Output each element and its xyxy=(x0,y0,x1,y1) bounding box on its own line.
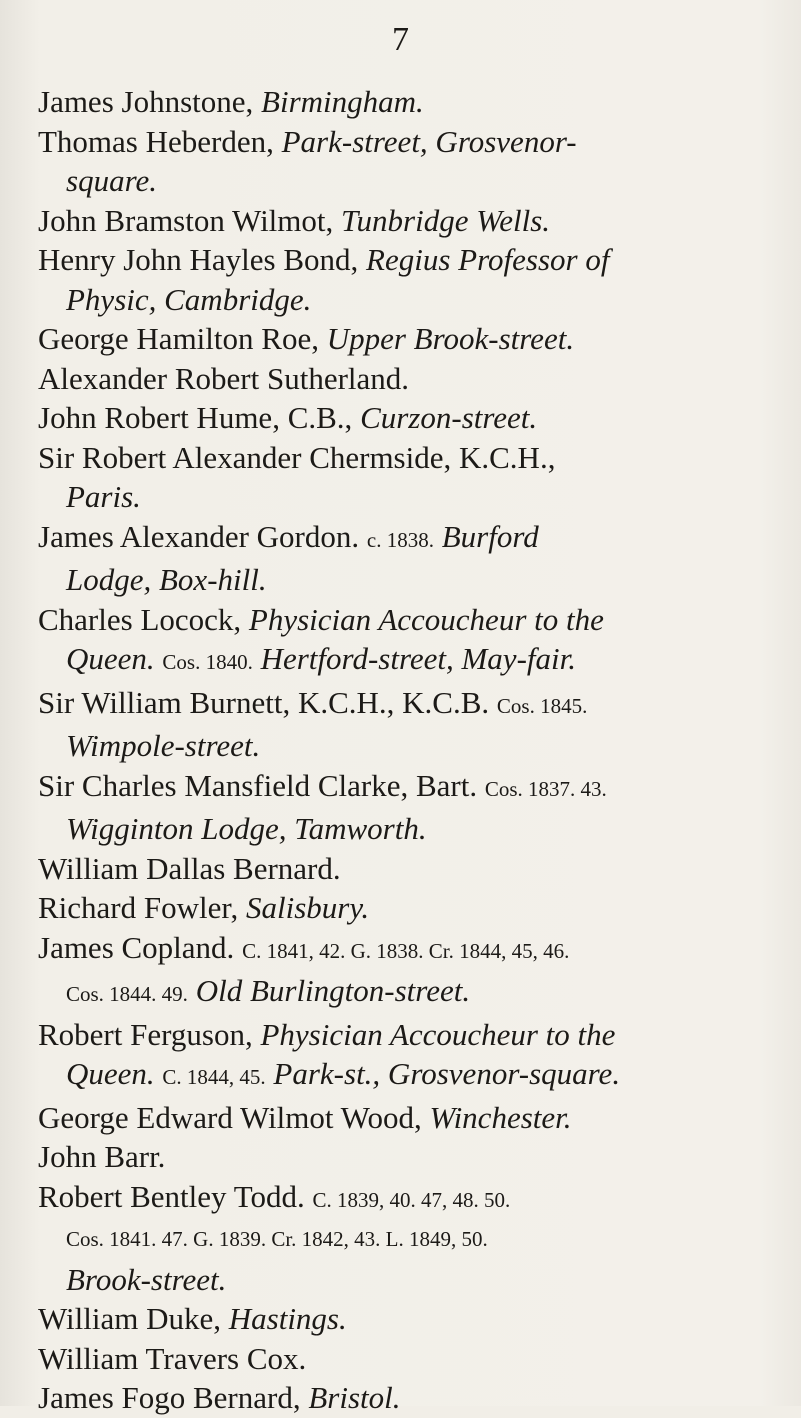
entry-address: Upper Brook-street. xyxy=(326,321,575,356)
entry-address: Winchester. xyxy=(429,1099,572,1135)
entry-address: Park-st., Grosvenor-square. xyxy=(273,1056,621,1091)
entry-address: Park-street, Grosvenor- xyxy=(281,123,577,159)
entry-address-continued: Wimpole-street. xyxy=(66,728,261,763)
entry-name: William Duke, xyxy=(38,1301,229,1336)
entry-dates: C. 1844, 45. xyxy=(162,1065,266,1089)
list-item xyxy=(38,122,788,201)
page-number: 7 xyxy=(392,21,409,58)
entry-name: James Copland. xyxy=(38,929,243,965)
entry-address-continued: Brook-street. xyxy=(66,1261,227,1297)
entry-dates-continued: Cos. 1844. 49. xyxy=(66,982,188,1006)
entry-address: Bristol. xyxy=(308,1380,401,1415)
entry-name: James Alexander Gordon. xyxy=(38,518,367,554)
entry-address: Burford xyxy=(441,518,539,554)
list-item xyxy=(38,359,788,399)
entry-list xyxy=(38,82,788,1418)
entry-name: Robert Ferguson, xyxy=(38,1016,261,1052)
list-item xyxy=(38,1339,788,1379)
entry-title-continued: Queen. xyxy=(66,1056,155,1091)
entry-address: Curzon-street. xyxy=(360,400,538,435)
list-item xyxy=(38,928,788,1015)
entry-dates: Cos. 1845. xyxy=(496,693,588,718)
entry-address: Old Burlington-street. xyxy=(195,973,471,1008)
entry-title: Physician Accoucheur to the xyxy=(260,1016,616,1052)
list-item xyxy=(38,1015,788,1098)
entry-address-continued: Lodge, Box-hill. xyxy=(66,562,267,597)
entry-dates: Cos. 1837. 43. xyxy=(484,776,607,801)
entry-title: Regius Professor of xyxy=(366,242,610,277)
entry-dates: Cos. 1840. xyxy=(162,650,253,674)
entry-address-continued: Paris. xyxy=(66,479,141,514)
entry-name: Sir Charles Mansfield Clarke, Bart. xyxy=(38,767,485,803)
list-item xyxy=(38,517,788,600)
entry-address-continued: Physic, Cambridge. xyxy=(66,281,312,317)
entry-name: George Edward Wilmot Wood, xyxy=(38,1099,430,1135)
entry-address: Birmingham. xyxy=(261,84,424,119)
list-item xyxy=(38,849,788,889)
entry-dates: c. 1838. xyxy=(366,527,434,552)
entry-title: Physician Accoucheur to the xyxy=(248,601,604,637)
entry-name: William Dallas Bernard. xyxy=(38,850,341,886)
entry-name: Thomas Heberden, xyxy=(38,123,282,159)
entry-name: Alexander Robert Sutherland. xyxy=(38,360,410,396)
list-item xyxy=(38,1299,788,1339)
entry-address: Hertford-street, May-fair. xyxy=(260,641,576,676)
list-item xyxy=(38,398,788,438)
entry-name: Robert Bentley Todd. xyxy=(38,1178,313,1214)
entry-name: Richard Fowler, xyxy=(38,890,246,925)
entry-address-continued: square. xyxy=(66,163,157,198)
list-item xyxy=(38,683,788,766)
list-item xyxy=(38,888,788,928)
entry-name: Charles Locock, xyxy=(38,601,249,637)
entry-name: William Travers Cox. xyxy=(38,1340,307,1376)
entry-address: Tunbridge Wells. xyxy=(341,202,551,238)
entry-address-continued: Wigginton Lodge, Tamworth. xyxy=(66,811,427,846)
entry-dates: C. 1839, 40. 47, 48. 50. xyxy=(312,1187,511,1212)
entry-name: Sir Robert Alexander Chermside, K.C.H., xyxy=(38,439,556,475)
entry-name: John Barr. xyxy=(38,1139,166,1174)
entry-name: John Bramston Wilmot, xyxy=(38,202,342,238)
entry-address: Hastings. xyxy=(228,1301,347,1336)
entry-dates-continued: Cos. 1841. 47. G. 1839. Cr. 1842, 43. L. 1849, 50. xyxy=(66,1227,488,1251)
entry-name: John Robert Hume, C.B., xyxy=(38,400,361,435)
entry-address: Salisbury. xyxy=(245,890,370,925)
list-item xyxy=(38,1098,788,1138)
list-item xyxy=(38,438,788,517)
entry-name: George Hamilton Roe, xyxy=(38,321,327,356)
list-item xyxy=(38,600,788,683)
list-item xyxy=(38,1378,788,1418)
list-item xyxy=(38,1137,788,1177)
entry-name: James Fogo Bernard, xyxy=(38,1380,309,1415)
list-item xyxy=(38,1177,788,1300)
list-item xyxy=(38,82,788,122)
entry-title-continued: Queen. xyxy=(66,641,155,676)
list-item xyxy=(38,766,788,849)
entry-name: James Johnstone, xyxy=(38,84,262,119)
entry-dates: C. 1841, 42. G. 1838. Cr. 1844, 45, 46. xyxy=(242,938,570,963)
list-item xyxy=(38,201,788,241)
entry-name: Sir William Burnett, K.C.H., K.C.B. xyxy=(38,684,497,720)
list-item xyxy=(38,240,788,319)
entry-name: Henry John Hayles Bond, xyxy=(38,242,367,277)
list-item xyxy=(38,319,788,359)
